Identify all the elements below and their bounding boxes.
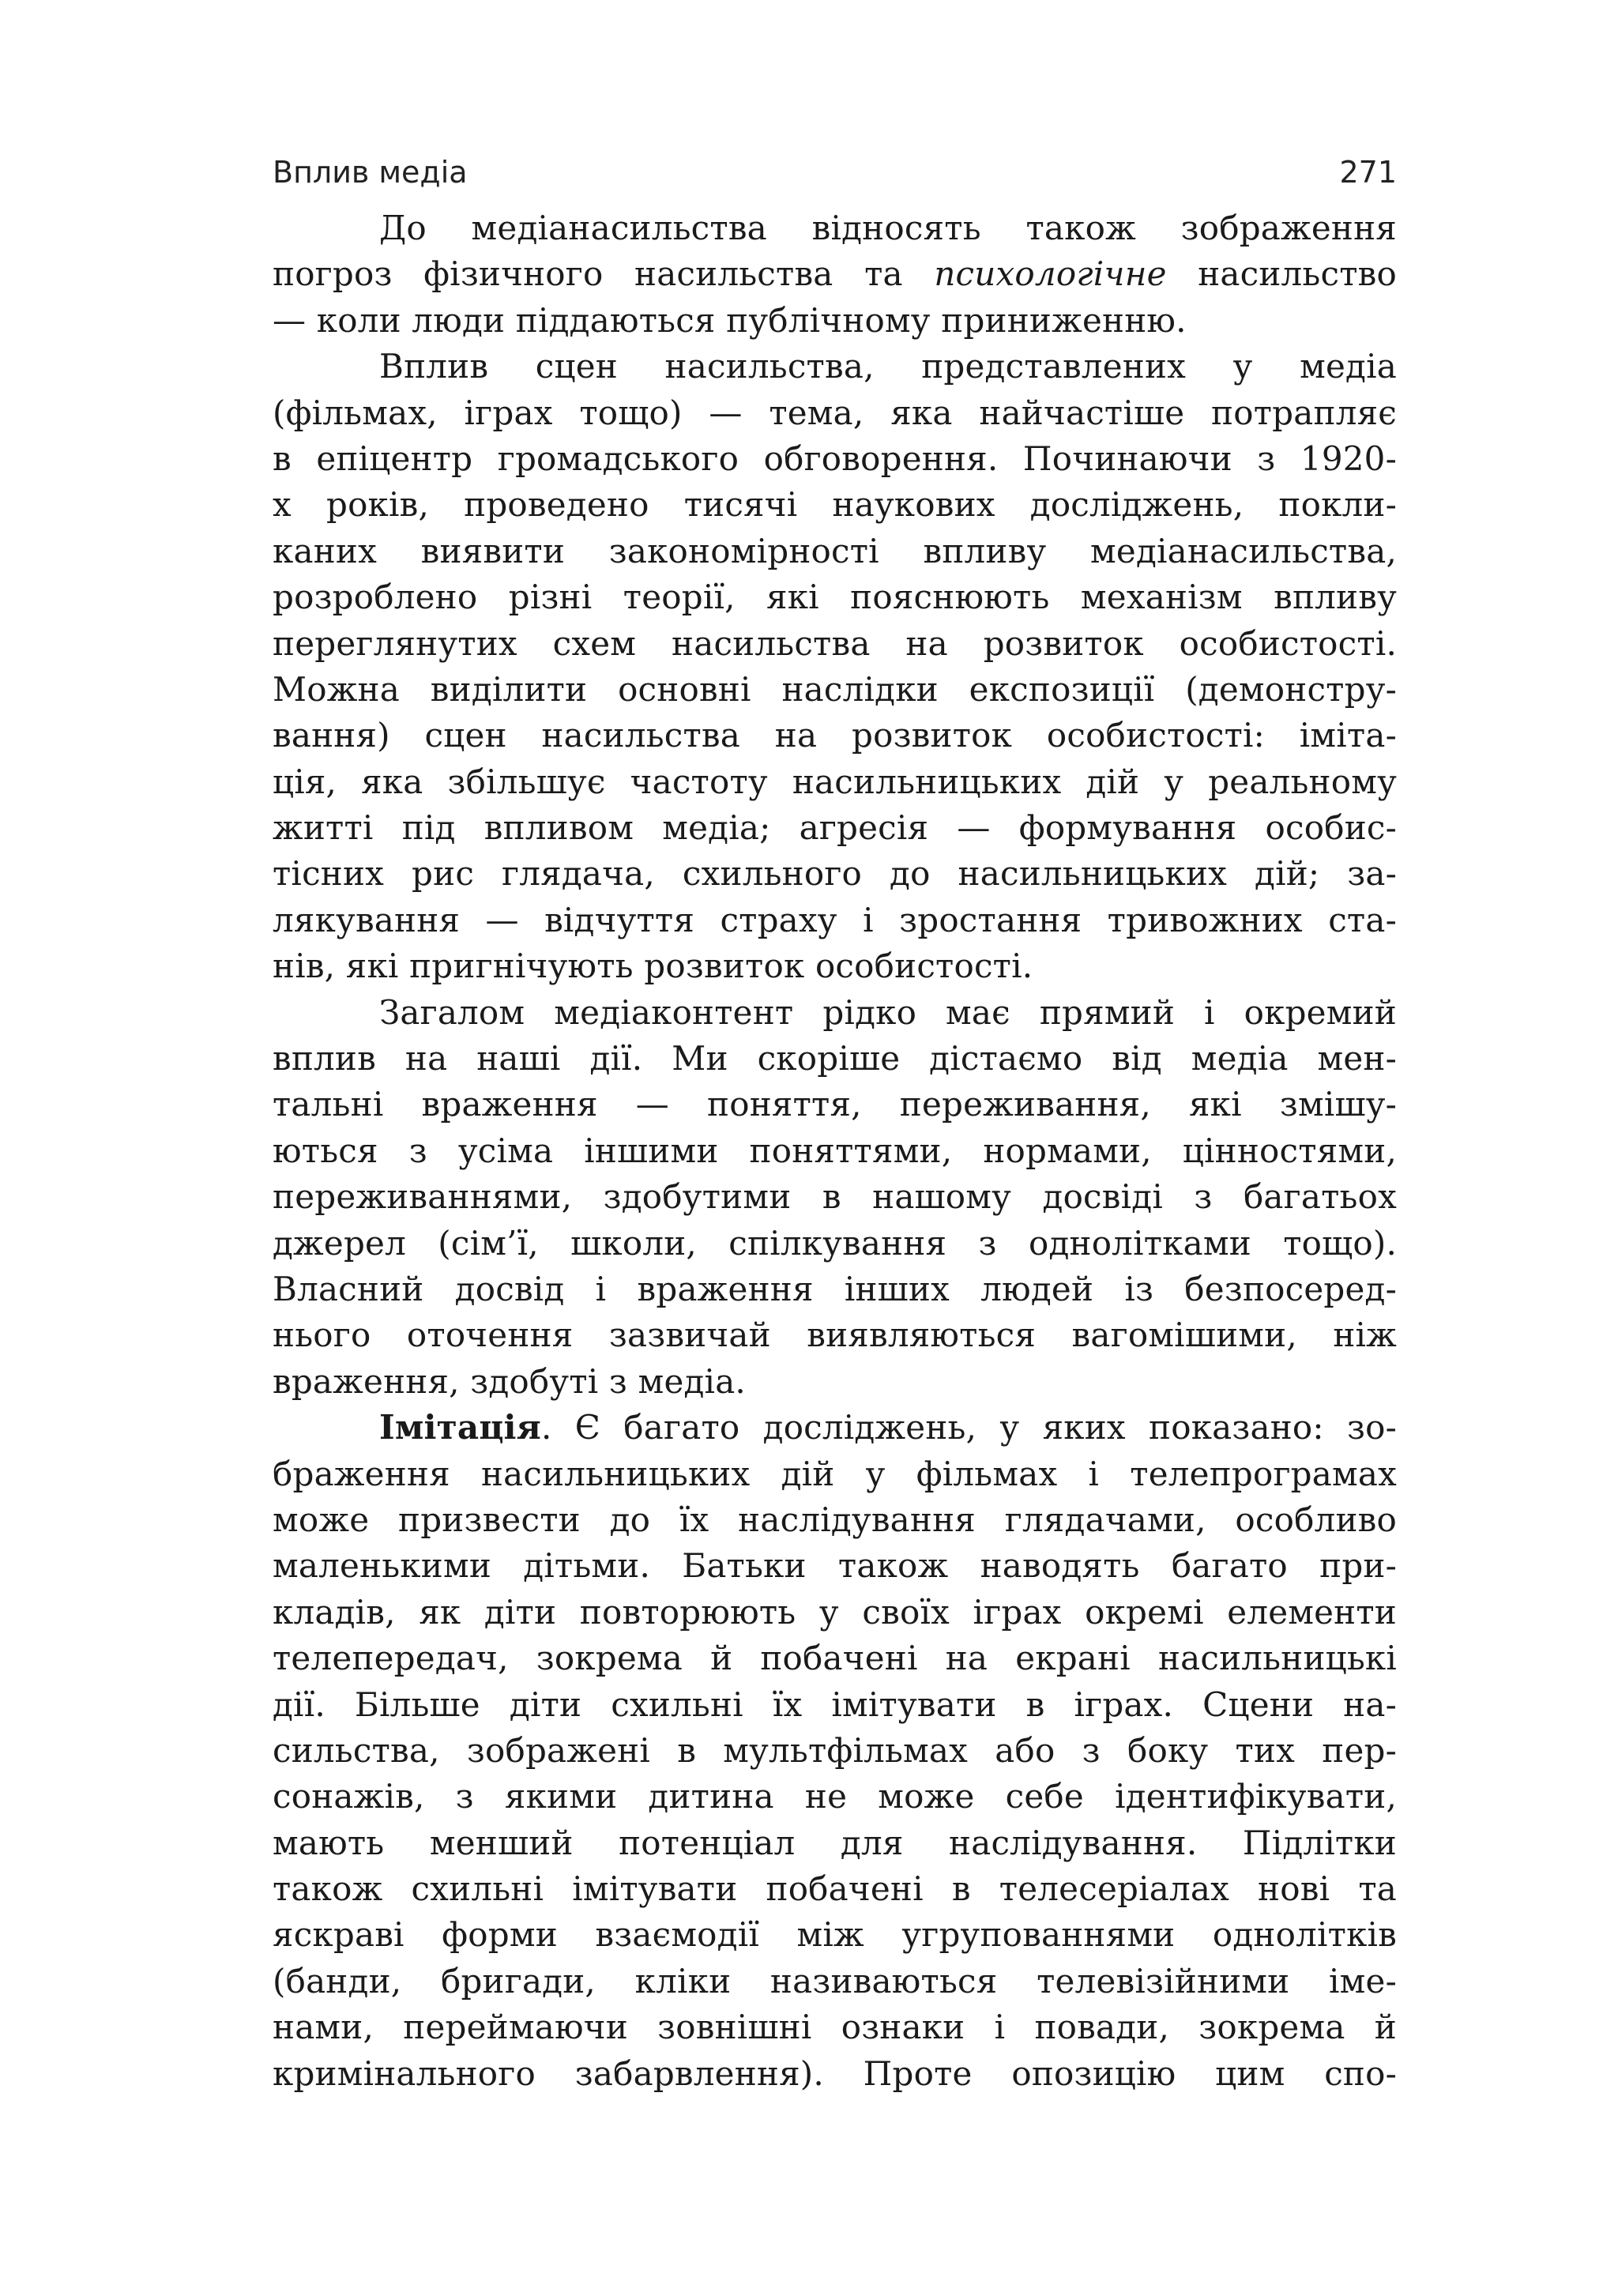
running-title: Вплив медіа (273, 155, 468, 190)
text-line: Можна виділити основні наслідки експозиції (демонстру- (273, 669, 1397, 709)
text-line: переглянутих схем насильства на розвиток особистості. (273, 623, 1397, 663)
italic-term: психологічне (934, 254, 1167, 294)
text-line: сонажів, з якими дитина не може себе ідентифікувати, (273, 1777, 1397, 1816)
text-line: яскраві форми взаємодії між угрупованнями однолітків (273, 1915, 1397, 1955)
text-line: ються з усіма іншими поняттями, нормами, цінностями, (273, 1131, 1397, 1170)
running-header (273, 149, 1397, 196)
paragraph-4 (273, 1405, 1397, 2097)
text-line: переживаннями, здобутими в нашому досвіді з багатьох (273, 1177, 1397, 1217)
paragraph-3 (273, 990, 1397, 1406)
text-line: (банди, бригади, кліки називаються телевізійними іме- (273, 1961, 1397, 2001)
text-line: житті під впливом медіа; агресія — формування особис- (273, 808, 1397, 848)
text-line (273, 1405, 1397, 1451)
text-line: розроблено різні теорії, які пояснюють механізм впливу (273, 578, 1397, 617)
text-line: телепередач, зокрема й побачені на екрані насильницькі (273, 1639, 1397, 1678)
text-line: браження насильницьких дій у фільмах і телепрограмах (273, 1454, 1397, 1493)
text-line: тісних рис глядача, схильного до насильницьких дій; за- (273, 854, 1397, 894)
text-line: маленькими дітьми. Батьки також наводять багато при- (273, 1546, 1397, 1586)
text-line: вання) сцен насильства на розвиток особистості: іміта- (273, 716, 1397, 755)
page-number: 271 (1339, 155, 1397, 190)
text-fragment: . Є багато досліджень, у яких показано: зо- (540, 1408, 1397, 1447)
text-line: нів, які пригнічують розвиток особистості. (273, 947, 1033, 986)
text-line: — коли люди піддаються публічному приниженню. (273, 300, 1187, 340)
text-line: Вплив сцен насильства, представлених у медіа (379, 347, 1397, 386)
text-line: може призвести до їх наслідування глядачами, особливо (273, 1500, 1397, 1539)
text-line: в епіцентр громадського обговорення. Починаючи з 1920- (273, 438, 1397, 478)
text-line: ція, яка збільшує частоту насильницьких дій у реальному (273, 762, 1397, 801)
text-line: сильства, зображені в мультфільмах або з боку тих пер- (273, 1730, 1397, 1770)
text-line (273, 251, 1397, 297)
text-line: Загалом медіаконтент рідко має прямий і окремий (379, 992, 1397, 1032)
text-line: також схильні імітувати побачені в телесеріалах нові та (273, 1869, 1397, 1909)
text-line: дії. Більше діти схильні їх імітувати в іграх. Сцени на- (273, 1684, 1397, 1724)
text-line: тальні враження — поняття, переживання, які змішу- (273, 1085, 1397, 1124)
text-fragment: насильство (1166, 254, 1397, 294)
text-line: До медіанасильства відносять також зображення (379, 209, 1397, 247)
text-line: вплив на наші дії. Ми скоріше дістаємо від медіа мен- (273, 1039, 1397, 1078)
paragraph-2 (273, 344, 1397, 989)
paragraph-1 (273, 205, 1397, 344)
bold-term: Імітація (379, 1408, 541, 1447)
text-line: нього оточення зазвичай виявляються вагомішими, ніж (273, 1315, 1397, 1355)
text-line: враження, здобуті з медіа. (273, 1361, 746, 1401)
text-line: джерел (сім’ї, школи, спілкування з однолітками тощо). (273, 1223, 1397, 1263)
text-line: кримінального забарвлення). Проте опозицію цим спо- (273, 2053, 1397, 2093)
text-line: мають менший потенціал для наслідування. Підлітки (273, 1823, 1397, 1862)
text-line: (фільмах, іграх тощо) — тема, яка найчастіше потрапляє (273, 393, 1397, 432)
text-line: лякування — відчуття страху і зростання тривожних ста- (273, 900, 1397, 939)
text-line: каних виявити закономірності впливу медіанасильства, (273, 531, 1397, 570)
body-text (273, 205, 1397, 2097)
text-line: нами, переймаючи зовнішні ознаки і повади, зокрема й (273, 2008, 1397, 2047)
text-line: х років, проведено тисячі наукових досліджень, покли- (273, 485, 1397, 525)
text-line: Власний досвід і враження інших людей із безпосеред- (273, 1269, 1397, 1308)
text-line: кладів, як діти повторюють у своїх іграх окремі елементи (273, 1592, 1397, 1632)
text-fragment: погроз фізичного насильства та (273, 254, 903, 294)
